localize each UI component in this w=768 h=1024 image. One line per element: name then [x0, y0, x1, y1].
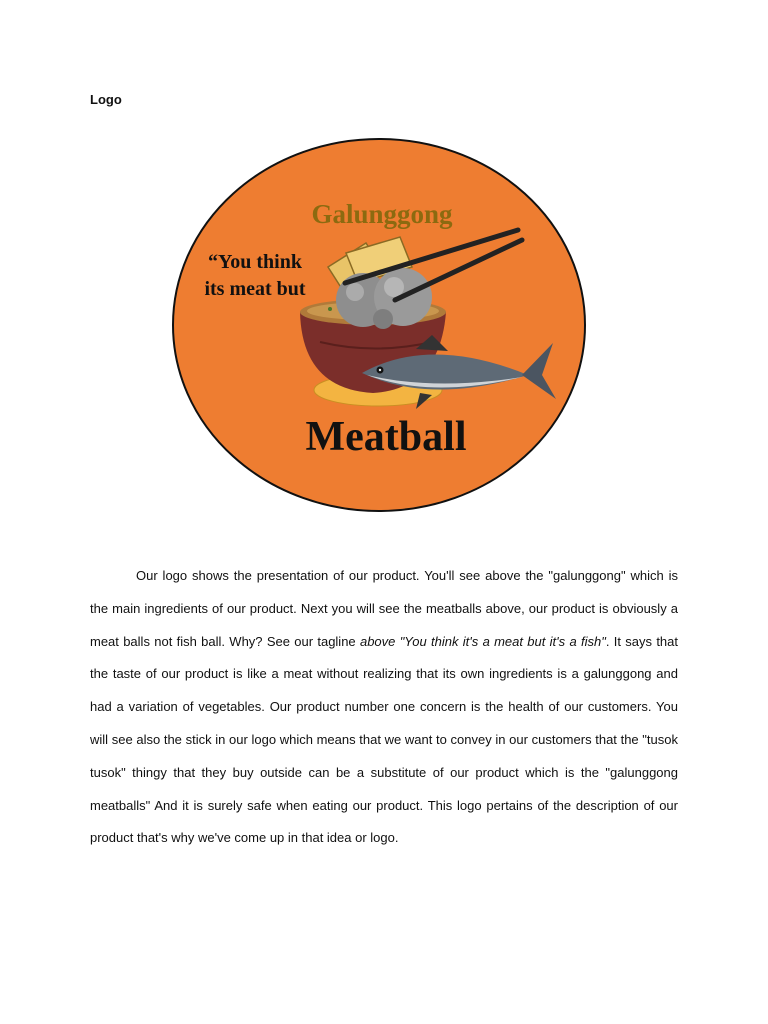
tagline-line-2: its meat but: [204, 278, 306, 300]
tagline-quote: above "You think it's a meat but it's a fish": [359, 633, 606, 649]
brand-name: Galunggong: [311, 199, 453, 229]
description-text-2: . It says that the taste of our product is like a meat without realizing that its own ingredients is a galunggong and had a variation of vegetables. Our product number one concern is the health of our customers. You will see also the stick in our logo which means that we want to convey in our customers that the "tusok tusok" thingy that they buy outside can be a substitute of our product which is the "galunggong meatballs" And it is surely safe when eating our product. This logo pertains of the description of our product that's why we've come up in that idea or logo.: [90, 633, 678, 846]
meatballs-icon: [336, 268, 432, 329]
description-text-1: Our logo shows the presentation of our product. You'll see above the "galunggong" which is the main ingredients of our product. Next you will see the meatballs above, our product is obviously a meat balls not fish ball. Why? See our tagline: [90, 568, 678, 649]
section-heading: Logo: [90, 92, 122, 107]
tagline-line-1: “You think: [208, 251, 302, 273]
logo-description: [90, 560, 678, 855]
product-name: Meatball: [305, 414, 467, 460]
galunggong-logo: [170, 137, 588, 513]
